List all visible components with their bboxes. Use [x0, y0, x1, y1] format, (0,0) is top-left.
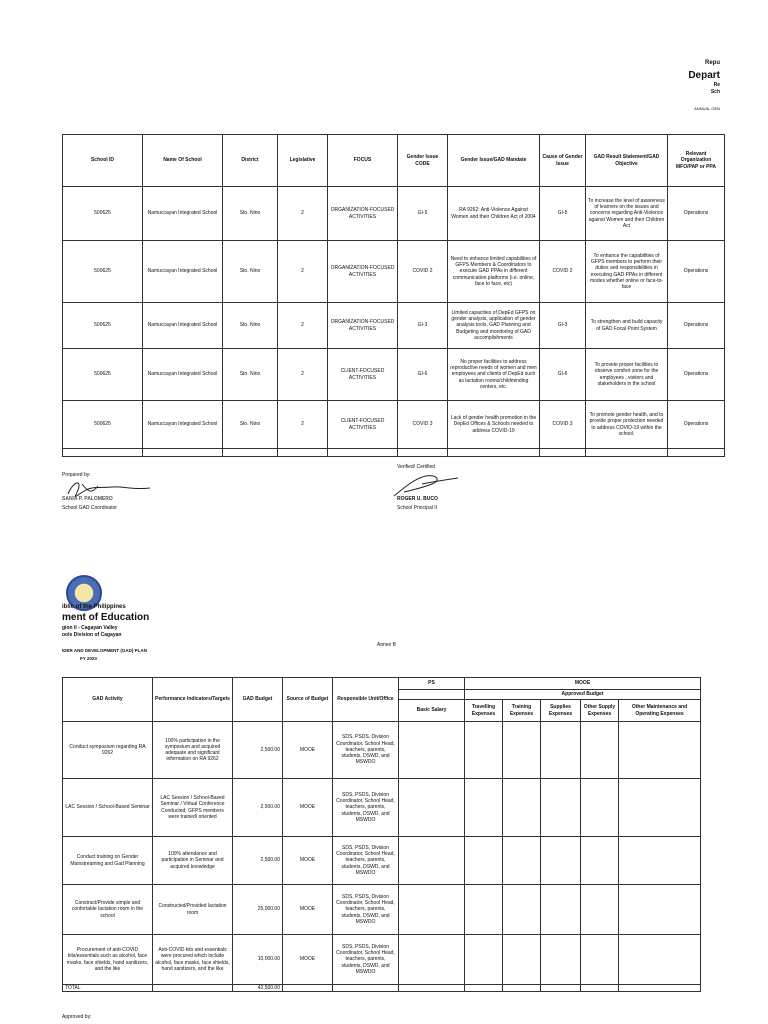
col-responsible-unit: Responsible Unit/Office	[333, 678, 399, 722]
table-row	[63, 349, 725, 401]
table-row	[63, 935, 701, 985]
cell: 2	[278, 401, 328, 449]
cell: MOOE	[283, 779, 333, 837]
verified-by-name: ROGER U. BUCO	[397, 496, 438, 502]
cell: Anti-COVID kits and essentials were procured which include alcohol, face masks, face shields, hand sanitizers, and the like	[153, 935, 233, 985]
col-relevant-org: Relevant Organization MFO/PAP or PPA	[668, 135, 725, 187]
col-other-supply: Other Supply Expenses	[581, 700, 619, 722]
cell: SDS, PSDS, Division Coordinator, School Head, teachers, parents, students, DSWD, and MSWDO	[333, 885, 399, 935]
cell: 10,000.00	[233, 935, 283, 985]
col-result-statement: GAD Result Statement/GAD Objective	[586, 135, 668, 187]
col-gad-budget: GAD Budget	[233, 678, 283, 722]
cell: Operations	[668, 241, 725, 303]
prepared-by-title: School GAD Coordinator	[62, 505, 118, 511]
cell: 25,000.00	[233, 885, 283, 935]
total-label: TOTAL	[63, 985, 153, 992]
cell: GI-3	[540, 303, 586, 349]
cell: Namuccayan Integrated School	[143, 187, 223, 241]
cell: LAC Session / School-Based Seminar / Virtual Conference Conducted; GFPS members were trained/ oriented	[153, 779, 233, 837]
cell: 2	[278, 187, 328, 241]
cell: MOOE	[283, 837, 333, 885]
header2-region: gion II - Cagayan Valley	[62, 625, 118, 631]
col-focus: FOCUS	[328, 135, 398, 187]
cell: GI-6	[540, 349, 586, 401]
header2-plan-title: IDER AND DEVELOPMENT (GAD) PLAN	[62, 648, 147, 653]
col-supplies: Supplies Expenses	[541, 700, 581, 722]
verified-signature	[392, 472, 462, 498]
col-travelling: Travelling Expenses	[465, 700, 503, 722]
cell: SDS, PSDS, Division Coordinator, School Head, teachers, parents, students, DSWD, and MSWDO	[333, 837, 399, 885]
cell: 2,500.00	[233, 779, 283, 837]
cell: GI-3	[398, 303, 448, 349]
annex-label: Annex B	[377, 642, 396, 648]
header-schools: Sch	[710, 89, 720, 95]
cell: MOOE	[283, 935, 333, 985]
cell: CLIENT-FOCUSED ACTIVITIES	[328, 401, 398, 449]
cell: 100% participation in the symposium and acquired adequate and significant information on RA 9262	[153, 722, 233, 779]
table-row	[63, 241, 725, 303]
cell: GI-5	[398, 187, 448, 241]
cell: ORGANIZATION-FOCUSED ACTIVITIES	[328, 241, 398, 303]
header-republic: Repu	[705, 60, 720, 66]
cell: CLIENT-FOCUSED ACTIVITIES	[328, 349, 398, 401]
table-row	[63, 401, 725, 449]
cell: LAC Session / School-Based Seminar	[63, 779, 153, 837]
cell: Lack of gender health promotion in the DepEd Offices & Schools needed to address COVID-19	[448, 401, 540, 449]
cell: ORGANIZATION-FOCUSED ACTIVITIES	[328, 187, 398, 241]
verified-by-title: School Principal II	[397, 505, 438, 511]
cell: 100% attendance and participation in Seminar and acquired knowledge	[153, 837, 233, 885]
table-group-row	[63, 678, 701, 690]
cell: 500625	[63, 187, 143, 241]
gad-plan-table-1	[62, 134, 725, 457]
table-row	[63, 449, 725, 457]
header2-division: ools Division of Cagayan	[62, 632, 122, 638]
header2-department: ment of Education	[62, 612, 150, 623]
verified-by-label: Verified/ Certified	[397, 464, 436, 470]
cell: 2	[278, 241, 328, 303]
col-name-of-school: Name Of School	[143, 135, 223, 187]
cell: Need to enhance limited capabilities of GFPS Members & Coordinators to execute GAD PPAs in different communication platforms (i.e. online, face to face, etc)	[448, 241, 540, 303]
group-ps: PS	[399, 678, 465, 690]
total-value: 42,500.00	[233, 985, 283, 992]
col-legislative: Legislative	[278, 135, 328, 187]
cell: Operations	[668, 349, 725, 401]
table-row	[63, 779, 701, 837]
table-row	[63, 837, 701, 885]
cell: SDS, PSDS, Division Coordinator, School Head, teachers, parents, students, DSWD, and MSWDO	[333, 935, 399, 985]
prepared-by-name: SANIA P. PALOMERO	[62, 496, 113, 502]
cell: Sto. Nino	[223, 187, 278, 241]
cell: No proper facilities to address reproductive needs of women and men employees and clients of DepEd such as lactation rooms/childminding centers, etc.	[448, 349, 540, 401]
col-cause: Cause of Gender Issue	[540, 135, 586, 187]
gad-plan-table-2	[62, 677, 701, 992]
cell: SDS, PSDS, Division Coordinator, School Head, teachers, parents, students, DSWD, and MSWDO	[333, 722, 399, 779]
cell: Sto. Nino	[223, 303, 278, 349]
cell: Limited capacities of DepEd GFPS on gender analysis, application of gender analysis tools, GAD Planning and Budgeting and monitoring of GAD accomplishments	[448, 303, 540, 349]
cell: RA 9262: Anti-Violence Against Women and their Children Act of 2004	[448, 187, 540, 241]
cell: To provide proper facilities to observe comfort zone for the employees , visitors and stakeholders in the school	[586, 349, 668, 401]
cell: Sto. Nino	[223, 401, 278, 449]
table-row	[63, 303, 725, 349]
header2-republic: iblic of the Philippines	[62, 604, 126, 610]
cell: Conduct training on Gender Mainstreaming and Gad Planning	[63, 837, 153, 885]
col-school-id: School ID	[63, 135, 143, 187]
cell: GI-6	[398, 349, 448, 401]
cell: Procurement of anti-COVID kits/essentials such as alcohol, face masks, face shields, hand sanitizers, and the like	[63, 935, 153, 985]
header-region: Re	[713, 82, 720, 88]
cell: 2,500.00	[233, 722, 283, 779]
cell: Namuccayan Integrated School	[143, 401, 223, 449]
cell: COVID 2	[540, 241, 586, 303]
cell: 2,500.00	[233, 837, 283, 885]
cell: GI-5	[540, 187, 586, 241]
header-annual: ANNUAL GEN	[694, 106, 720, 111]
header2-fy: FY 2023	[80, 656, 97, 661]
cell: Construct/Provide simple and confortable lactation room in the school	[63, 885, 153, 935]
cell: Conduct symposium regarding RA 9262	[63, 722, 153, 779]
cell: 2	[278, 349, 328, 401]
cell: Operations	[668, 187, 725, 241]
cell: 500625	[63, 303, 143, 349]
col-gender-issue-mandate: Gender Issue/GAD Mandate	[448, 135, 540, 187]
approved-by-label: Approved by:	[62, 1014, 92, 1020]
table-header-row	[63, 135, 725, 187]
table-row	[63, 885, 701, 935]
cell: ORGANIZATION-FOCUSED ACTIVITIES	[328, 303, 398, 349]
cell: To increase the level of awareness of learners on the issues and concerns regarding Anti-Violence against Women and their Children Act	[586, 187, 668, 241]
col-training: Training Expenses	[503, 700, 541, 722]
total-row	[63, 985, 701, 992]
table-row	[63, 722, 701, 779]
col-gender-issue-code: Gender Issue CODE	[398, 135, 448, 187]
cell: 2	[278, 303, 328, 349]
cell: To strengthen and build capacity of GAD Focal Point System	[586, 303, 668, 349]
cell: Operations	[668, 303, 725, 349]
col-other-mooe: Other Maintenance and Operating Expenses	[619, 700, 701, 722]
col-gad-activity: GAD Activity	[63, 678, 153, 722]
cell: 500625	[63, 349, 143, 401]
col-source-of-budget: Source of Budget	[283, 678, 333, 722]
cell: Sto. Nino	[223, 241, 278, 303]
cell: COVID 3	[398, 401, 448, 449]
cell: Constructed/Provided lactation room	[153, 885, 233, 935]
prepared-by-label: Prepared by:	[62, 472, 91, 478]
cell: Namuccayan Integrated School	[143, 241, 223, 303]
cell: MOOE	[283, 722, 333, 779]
cell: To promote gender health, and to provide proper protection needed to address COVID-19 within the school.	[586, 401, 668, 449]
group-mooe: MOOE	[465, 678, 701, 690]
cell: To enhance the capabilities of GFPS members to perform their duties and responsibilities in executing GAD PPAs in different modes whether online or face-to-face	[586, 241, 668, 303]
col-performance-indicators: Performance Indicators/Targets	[153, 678, 233, 722]
cell: 500625	[63, 401, 143, 449]
cell: MOOE	[283, 885, 333, 935]
cell: COVID 3	[540, 401, 586, 449]
col-basic-salary: Basic Salary	[399, 700, 465, 722]
cell: 500625	[63, 241, 143, 303]
cell: Namuccayan Integrated School	[143, 349, 223, 401]
header-department: Depart	[688, 70, 720, 81]
group-approved-budget: Approved Budget	[465, 690, 701, 700]
table-row	[63, 187, 725, 241]
cell: Sto. Nino	[223, 349, 278, 401]
col-district: District	[223, 135, 278, 187]
cell: Operations	[668, 401, 725, 449]
cell: COVID 2	[398, 241, 448, 303]
cell: Namuccayan Integrated School	[143, 303, 223, 349]
cell: SDS, PSDS, Division Coordinator, School Head, teachers, parents, students, DSWD, and MSWDO	[333, 779, 399, 837]
